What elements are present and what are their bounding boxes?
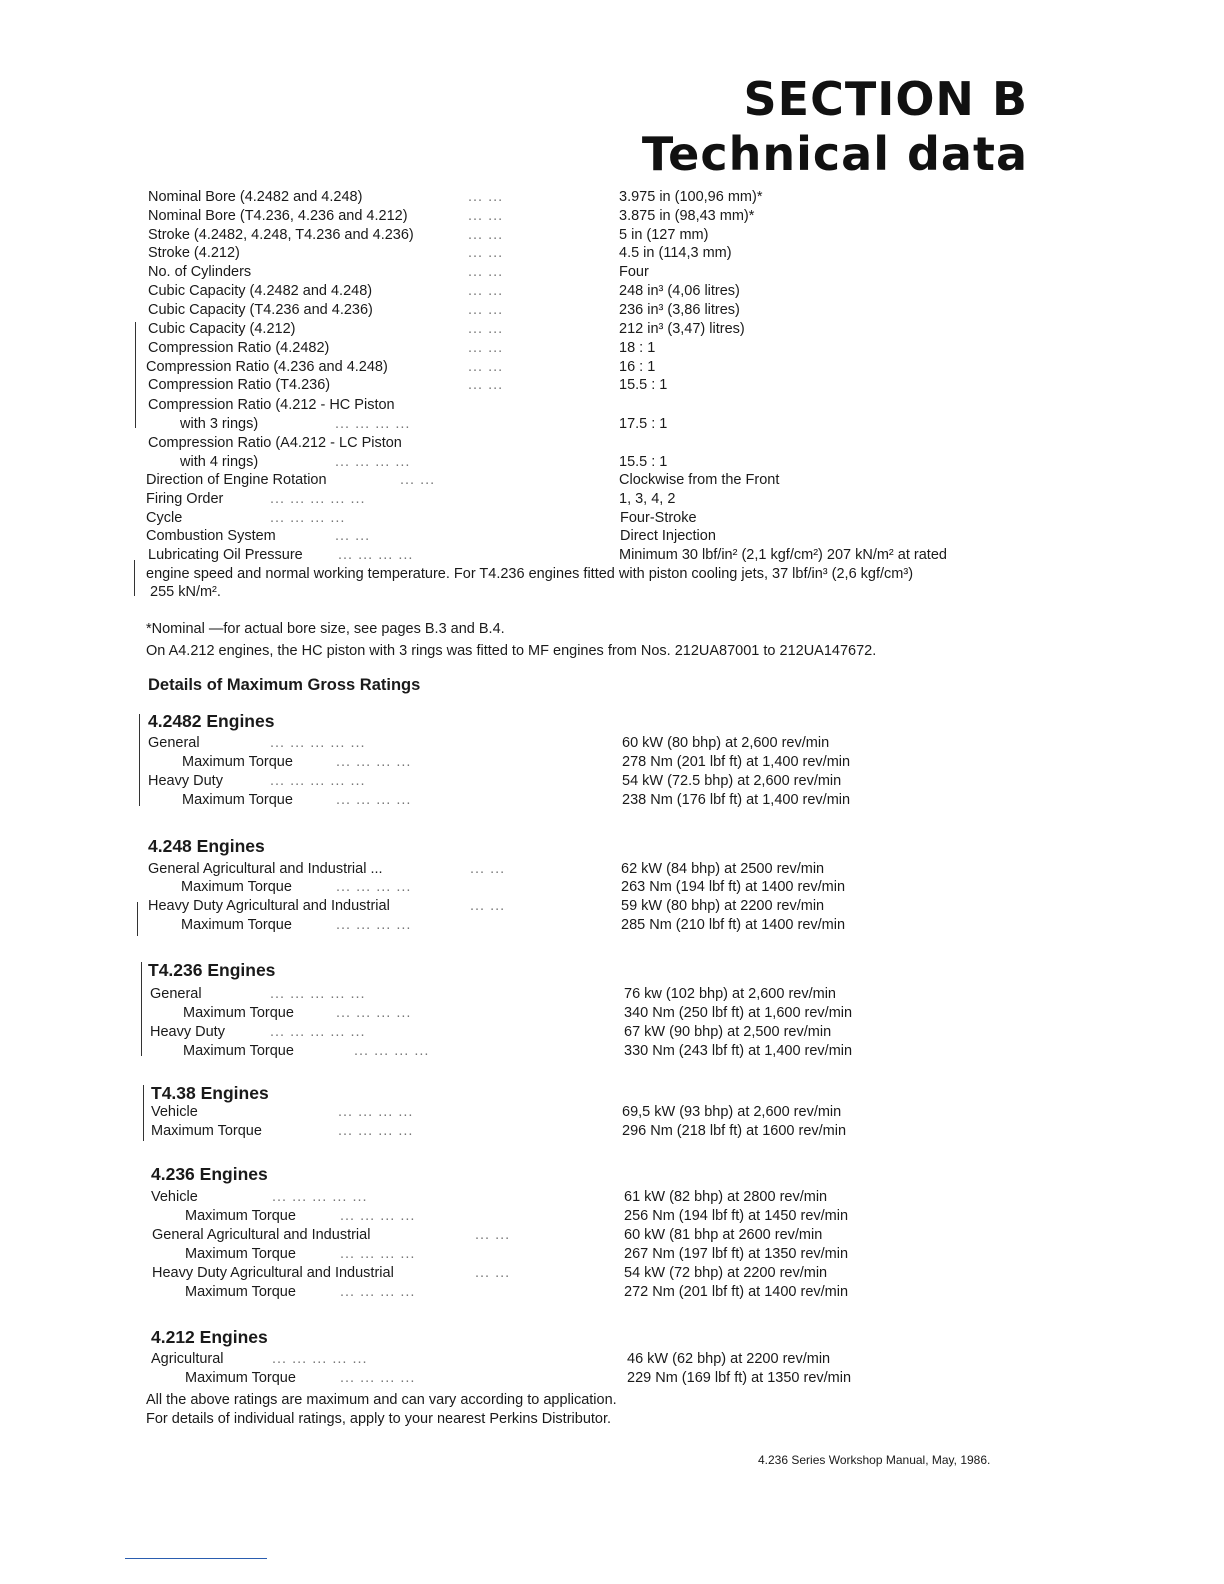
rating-value: 330 Nm (243 lbf ft) at 1,400 rev/min bbox=[624, 1043, 853, 1059]
footnote-rule bbox=[125, 1558, 267, 1559]
footnote-nominal: *Nominal —for actual bore size, see pages B.3 and B.4. bbox=[146, 621, 505, 637]
tech-value: Four bbox=[619, 264, 649, 280]
tech-label: Cycle bbox=[146, 510, 183, 526]
engine-group-heading: 4.236 Engines bbox=[151, 1164, 268, 1184]
tech-label: Compression Ratio (T4.236) bbox=[148, 377, 331, 393]
rating-label: Heavy Duty Agricultural and Industrial bbox=[148, 898, 390, 914]
rating-value: 272 Nm (201 lbf ft) at 1400 rev/min bbox=[624, 1284, 849, 1300]
tech-note: engine speed and normal working temperature. For T4.236 engines fitted with piston cooling jets, 37 lbf/in³ (2,6 kgf/cm³) bbox=[146, 566, 914, 582]
tech-label: Compression Ratio (4.212 - HC Piston bbox=[148, 397, 395, 413]
rating-value: 229 Nm (169 lbf ft) at 1350 rev/min bbox=[627, 1370, 852, 1386]
tech-label: Stroke (4.2482, 4.248, T4.236 and 4.236) bbox=[148, 227, 414, 243]
leader-dots: ... ... bbox=[468, 208, 504, 224]
ratings-heading: Details of Maximum Gross Ratings bbox=[148, 676, 421, 694]
leader-dots: ... ... ... ... bbox=[336, 1005, 412, 1021]
closing-note: For details of individual ratings, apply to your nearest Perkins Distributor. bbox=[146, 1411, 612, 1427]
rating-label: Heavy Duty bbox=[148, 773, 223, 789]
tech-label: No. of Cylinders bbox=[148, 264, 252, 280]
tech-label: with 3 rings) bbox=[180, 416, 259, 432]
tech-value: 5 in (127 mm) bbox=[619, 227, 709, 243]
leader-dots: ... ... bbox=[468, 283, 504, 299]
tech-value: 248 in³ (4,06 litres) bbox=[619, 283, 740, 299]
leader-dots: ... ... bbox=[470, 898, 506, 914]
tech-label: Compression Ratio (A4.212 - LC Piston bbox=[148, 435, 402, 451]
rating-value: 238 Nm (176 lbf ft) at 1,400 rev/min bbox=[622, 792, 851, 808]
leader-dots: ... ... ... ... ... bbox=[270, 491, 366, 507]
revision-bar bbox=[143, 1085, 144, 1141]
tech-value: 236 in³ (3,86 litres) bbox=[619, 302, 740, 318]
tech-label: Compression Ratio (4.236 and 4.248) bbox=[146, 359, 388, 375]
tech-label: Cubic Capacity (4.212) bbox=[148, 321, 296, 337]
rating-value: 61 kW (82 bhp) at 2800 rev/min bbox=[624, 1189, 828, 1205]
rating-label: Vehicle bbox=[151, 1104, 198, 1120]
rating-label: Maximum Torque bbox=[185, 1208, 296, 1224]
leader-dots: ... ... ... ... bbox=[336, 754, 412, 770]
tech-label: Lubricating Oil Pressure bbox=[148, 547, 303, 563]
rating-value: 267 Nm (197 lbf ft) at 1350 rev/min bbox=[624, 1246, 849, 1262]
leader-dots: ... ... bbox=[468, 245, 504, 261]
tech-label: Nominal Bore (4.2482 and 4.248) bbox=[148, 189, 363, 205]
leader-dots: ... ... bbox=[468, 189, 504, 205]
rating-value: 278 Nm (201 lbf ft) at 1,400 rev/min bbox=[622, 754, 851, 770]
tech-label: Compression Ratio (4.2482) bbox=[148, 340, 330, 356]
rating-label: Vehicle bbox=[151, 1189, 198, 1205]
engine-group-heading: T4.38 Engines bbox=[151, 1083, 269, 1103]
tech-label: with 4 rings) bbox=[180, 454, 259, 470]
rating-value: 62 kW (84 bhp) at 2500 rev/min bbox=[621, 861, 825, 877]
leader-dots: ... ... ... ... bbox=[340, 1246, 416, 1262]
leader-dots: ... ... bbox=[470, 861, 506, 877]
rating-value: 256 Nm (194 lbf ft) at 1450 rev/min bbox=[624, 1208, 849, 1224]
page-footer: 4.236 Series Workshop Manual, May, 1986. bbox=[758, 1453, 991, 1467]
tech-value: Four-Stroke bbox=[620, 510, 697, 526]
leader-dots: ... ... bbox=[468, 302, 504, 318]
tech-value: Direct Injection bbox=[620, 528, 716, 544]
leader-dots: ... ... ... ... ... bbox=[270, 1024, 366, 1040]
leader-dots: ... ... ... ... bbox=[354, 1043, 430, 1059]
leader-dots: ... ... bbox=[468, 264, 504, 280]
leader-dots: ... ... ... ... ... bbox=[270, 986, 366, 1002]
tech-value: 17.5 : 1 bbox=[619, 416, 668, 432]
page-title: Technical data bbox=[641, 127, 1028, 181]
rating-value: 340 Nm (250 lbf ft) at 1,600 rev/min bbox=[624, 1005, 853, 1021]
rating-value: 59 kW (80 bhp) at 2200 rev/min bbox=[621, 898, 825, 914]
leader-dots: ... ... bbox=[400, 472, 436, 488]
leader-dots: ... ... ... ... ... bbox=[272, 1189, 368, 1205]
engine-group-heading: 4.212 Engines bbox=[151, 1327, 268, 1347]
tech-value: 3.875 in (98,43 mm)* bbox=[619, 208, 755, 224]
tech-value: 4.5 in (114,3 mm) bbox=[619, 245, 732, 261]
leader-dots: ... ... bbox=[468, 377, 504, 393]
revision-bar bbox=[137, 902, 138, 936]
rating-value: 60 kW (80 bhp) at 2,600 rev/min bbox=[622, 735, 830, 751]
rating-label: General bbox=[150, 986, 202, 1002]
tech-value: 212 in³ (3,47) litres) bbox=[619, 321, 745, 337]
tech-value: 1, 3, 4, 2 bbox=[619, 491, 676, 507]
leader-dots: ... ... bbox=[335, 528, 371, 544]
leader-dots: ... ... ... ... bbox=[270, 510, 346, 526]
rating-label: General Agricultural and Industrial ... bbox=[148, 861, 383, 877]
tech-label: Combustion System bbox=[146, 528, 276, 544]
tech-value: Minimum 30 lbf/in² (2,1 kgf/cm²) 207 kN/m² at rated bbox=[619, 547, 947, 563]
leader-dots: ... ... ... ... ... bbox=[270, 773, 366, 789]
rating-label: Heavy Duty Agricultural and Industrial bbox=[152, 1265, 394, 1281]
leader-dots: ... ... ... ... ... bbox=[272, 1351, 368, 1367]
leader-dots: ... ... ... ... bbox=[335, 454, 411, 470]
leader-dots: ... ... ... ... bbox=[336, 917, 412, 933]
leader-dots: ... ... ... ... bbox=[338, 1123, 414, 1139]
footnote-hc-piston: On A4.212 engines, the HC piston with 3 rings was fitted to MF engines from Nos. 212UA87001 to 212UA147672. bbox=[146, 643, 877, 659]
rating-value: 296 Nm (218 lbf ft) at 1600 rev/min bbox=[622, 1123, 847, 1139]
leader-dots: ... ... ... ... bbox=[338, 547, 414, 563]
rating-value: 46 kW (62 bhp) at 2200 rev/min bbox=[627, 1351, 831, 1367]
rating-value: 69,5 kW (93 bhp) at 2,600 rev/min bbox=[622, 1104, 842, 1120]
tech-label: Cubic Capacity (4.2482 and 4.248) bbox=[148, 283, 373, 299]
rating-label: Maximum Torque bbox=[185, 1284, 296, 1300]
leader-dots: ... ... ... ... bbox=[340, 1208, 416, 1224]
rating-label: Maximum Torque bbox=[182, 792, 293, 808]
rating-value: 285 Nm (210 lbf ft) at 1400 rev/min bbox=[621, 917, 846, 933]
engine-group-heading: T4.236 Engines bbox=[148, 960, 276, 980]
tech-label: Direction of Engine Rotation bbox=[146, 472, 327, 488]
tech-value: 15.5 : 1 bbox=[619, 454, 668, 470]
rating-label: Maximum Torque bbox=[181, 879, 292, 895]
leader-dots: ... ... bbox=[475, 1265, 511, 1281]
tech-value: 18 : 1 bbox=[619, 340, 656, 356]
closing-note: All the above ratings are maximum and can vary according to application. bbox=[146, 1392, 617, 1408]
revision-bar bbox=[141, 962, 142, 1056]
rating-label: Maximum Torque bbox=[183, 1005, 294, 1021]
revision-bar bbox=[135, 322, 136, 428]
rating-label: Maximum Torque bbox=[183, 1043, 294, 1059]
section-title: SECTION B bbox=[743, 72, 1028, 126]
tech-label: Firing Order bbox=[146, 491, 224, 507]
tech-value: 15.5 : 1 bbox=[619, 377, 668, 393]
leader-dots: ... ... ... ... bbox=[335, 416, 411, 432]
revision-bar bbox=[134, 560, 135, 596]
rating-label: Heavy Duty bbox=[150, 1024, 225, 1040]
revision-bar bbox=[139, 714, 140, 806]
leader-dots: ... ... bbox=[475, 1227, 511, 1243]
tech-note: 255 kN/m². bbox=[150, 584, 221, 600]
leader-dots: ... ... bbox=[468, 359, 504, 375]
rating-value: 54 kW (72 bhp) at 2200 rev/min bbox=[624, 1265, 828, 1281]
rating-label: Maximum Torque bbox=[185, 1370, 296, 1386]
rating-label: Agricultural bbox=[151, 1351, 224, 1367]
leader-dots: ... ... ... ... ... bbox=[270, 735, 366, 751]
rating-label: General Agricultural and Industrial bbox=[152, 1227, 371, 1243]
engine-group-heading: 4.2482 Engines bbox=[148, 711, 275, 731]
leader-dots: ... ... ... ... bbox=[340, 1370, 416, 1386]
rating-label: Maximum Torque bbox=[185, 1246, 296, 1262]
tech-label: Stroke (4.212) bbox=[148, 245, 240, 261]
rating-label: Maximum Torque bbox=[182, 754, 293, 770]
tech-label: Nominal Bore (T4.236, 4.236 and 4.212) bbox=[148, 208, 408, 224]
rating-value: 60 kW (81 bhp at 2600 rev/min bbox=[624, 1227, 823, 1243]
leader-dots: ... ... bbox=[468, 340, 504, 356]
leader-dots: ... ... bbox=[468, 227, 504, 243]
rating-value: 54 kW (72.5 bhp) at 2,600 rev/min bbox=[622, 773, 842, 789]
leader-dots: ... ... ... ... bbox=[340, 1284, 416, 1300]
rating-label: Maximum Torque bbox=[151, 1123, 262, 1139]
rating-value: 263 Nm (194 lbf ft) at 1400 rev/min bbox=[621, 879, 846, 895]
rating-label: General bbox=[148, 735, 200, 751]
leader-dots: ... ... ... ... bbox=[338, 1104, 414, 1120]
rating-value: 67 kW (90 bhp) at 2,500 rev/min bbox=[624, 1024, 832, 1040]
engine-group-heading: 4.248 Engines bbox=[148, 836, 265, 856]
rating-value: 76 kw (102 bhp) at 2,600 rev/min bbox=[624, 986, 836, 1002]
leader-dots: ... ... bbox=[468, 321, 504, 337]
leader-dots: ... ... ... ... bbox=[336, 792, 412, 808]
leader-dots: ... ... ... ... bbox=[336, 879, 412, 895]
rating-label: Maximum Torque bbox=[181, 917, 292, 933]
tech-value: Clockwise from the Front bbox=[619, 472, 780, 488]
tech-value: 16 : 1 bbox=[619, 359, 656, 375]
tech-label: Cubic Capacity (T4.236 and 4.236) bbox=[148, 302, 373, 318]
tech-value: 3.975 in (100,96 mm)* bbox=[619, 189, 763, 205]
